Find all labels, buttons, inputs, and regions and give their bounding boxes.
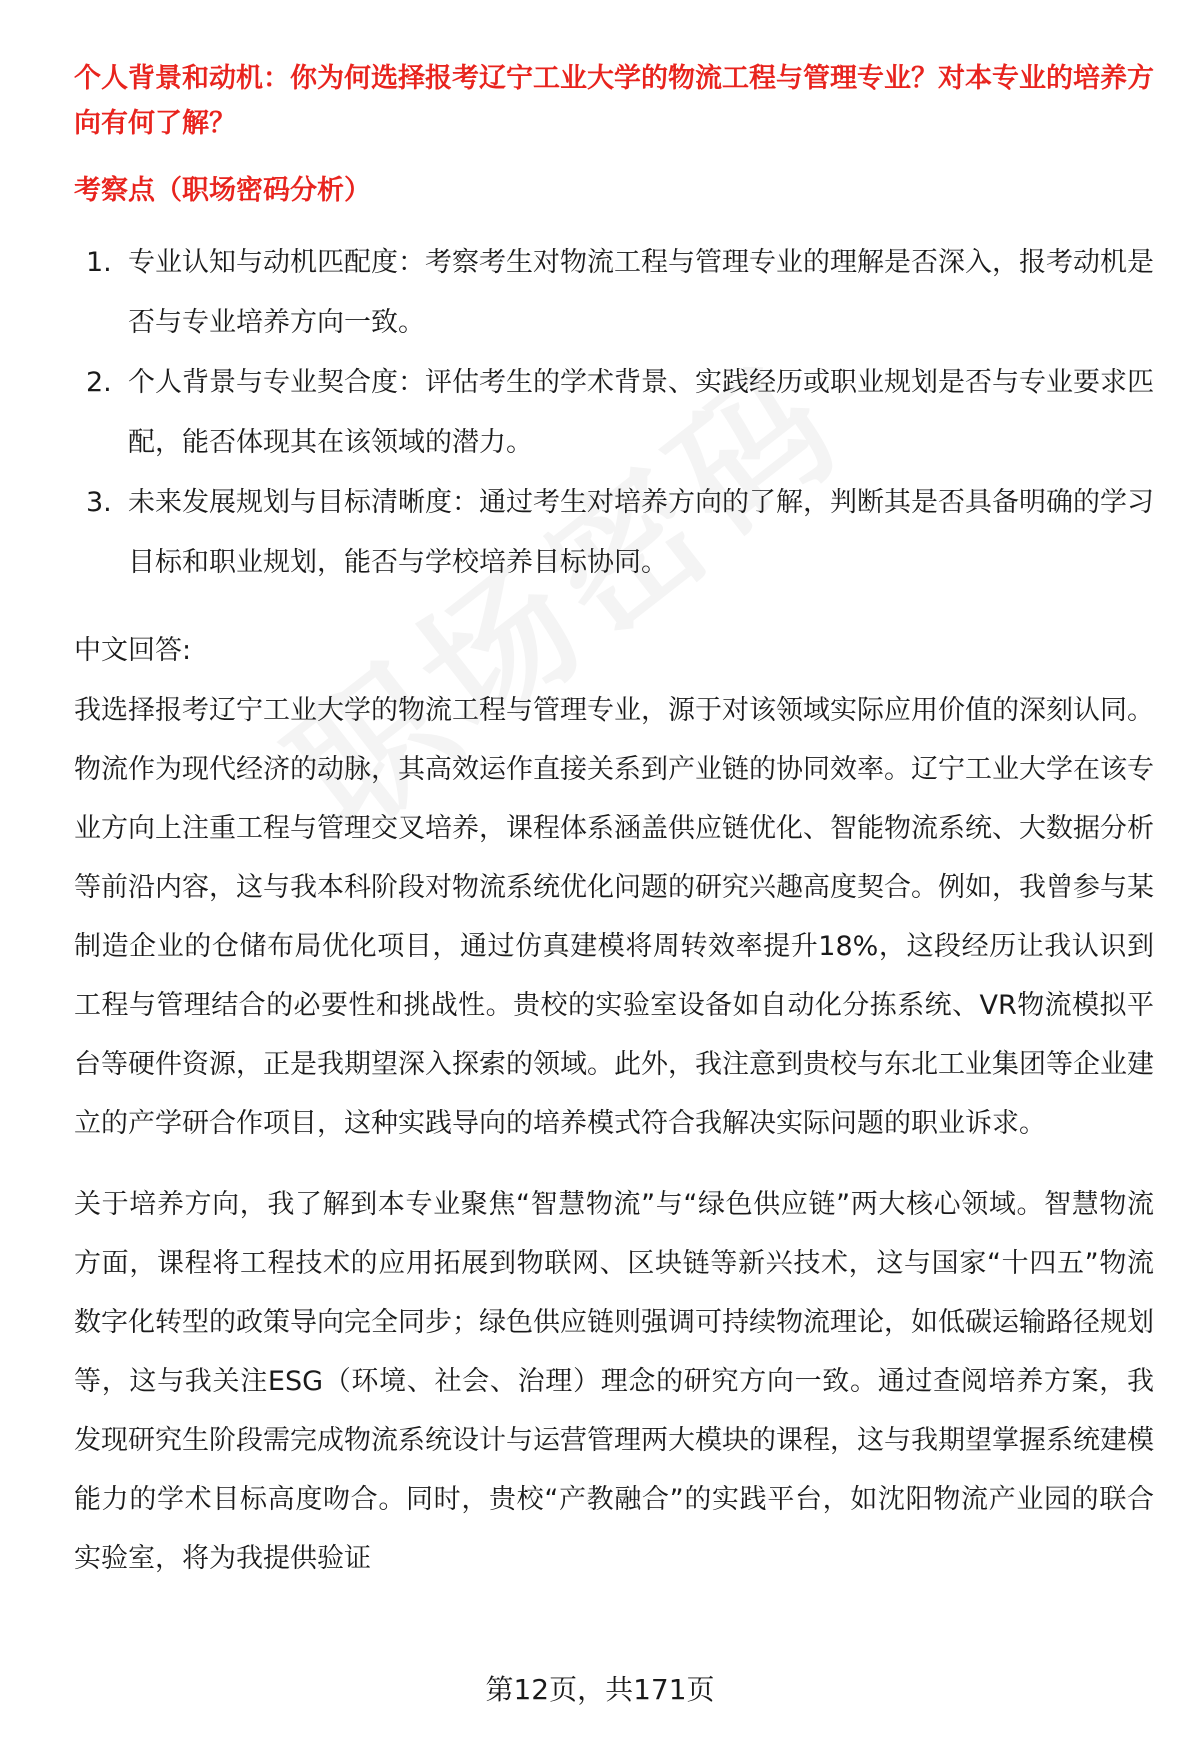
interview-question: 个人背景和动机：你为何选择报考辽宁工业大学的物流工程与管理专业？对本专业的培养方向有何了解？ xyxy=(74,63,1154,139)
list-number: 2. xyxy=(86,367,112,398)
list-text: 专业认知与动机匹配度：考察考生对物流工程与管理专业的理解是否深入，报考动机是否与专业培养方向一致。 xyxy=(128,247,1154,338)
list-text: 个人背景与专业契合度：评估考生的学术背景、实践经历或职业规划是否与专业要求匹配，能否体现其在该领域的潜力。 xyxy=(128,367,1154,458)
analysis-points xyxy=(74,233,1154,593)
list-number: 3. xyxy=(86,487,112,518)
list-item xyxy=(74,473,1154,593)
list-number: 1. xyxy=(86,247,112,278)
answer-paragraph: 我选择报考辽宁工业大学的物流工程与管理专业，源于对该领域实际应用价值的深刻认同。物流作为现代经济的动脉，其高效运作直接关系到产业链的协同效率。辽宁工业大学在该专业方向上注重工程与管理交叉培养，课程体系涵盖供应链优化、智能物流系统、大数据分析等前沿内容，这与我本科阶段对物流系统优化问题的研究兴趣高度契合。例如，我曾参与某制造企业的仓储布局优化项目，通过仿真建模将周转效率提升18%，这段经历让我认识到工程与管理结合的必要性和挑战性。贵校的实验室设备如自动化分拣系统、VR物流模拟平台等硬件资源，正是我期望深入探索的领域。此外，我注意到贵校与东北工业集团等企业建立的产学研合作项目，这种实践导向的培养模式符合我解决实际问题的职业诉求。 xyxy=(74,695,1154,1139)
list-item xyxy=(74,353,1154,473)
answer-paragraph: 关于培养方向，我了解到本专业聚焦“智慧物流”与“绿色供应链”两大核心领域。智慧物流方面，课程将工程技术的应用拓展到物联网、区块链等新兴技术，这与国家“十四五”物流数字化转型的政策导向完全同步；绿色供应链则强调可持续物流理论，如低碳运输路径规划等，这与我关注ESG（环境、社会、治理）理念的研究方向一致。通过查阅培养方案，我发现研究生阶段需完成物流系统设计与运营管理两大模块的课程，这与我期望掌握系统建模能力的学术目标高度吻合。同时，贵校“产教融合”的实践平台，如沈阳物流产业园的联合实验室，将为我提供验证 xyxy=(74,1189,1154,1574)
list-text: 未来发展规划与目标清晰度：通过考生对培养方向的了解，判断其是否具备明确的学习目标和职业规划，能否与学校培养目标协同。 xyxy=(128,487,1154,578)
analysis-heading: 考察点（职场密码分析） xyxy=(74,175,371,206)
page-content xyxy=(74,56,1154,1610)
list-item xyxy=(74,233,1154,353)
page-number: 第12页，共171页 xyxy=(485,1673,715,1706)
answer-label: 中文回答: xyxy=(74,635,192,666)
